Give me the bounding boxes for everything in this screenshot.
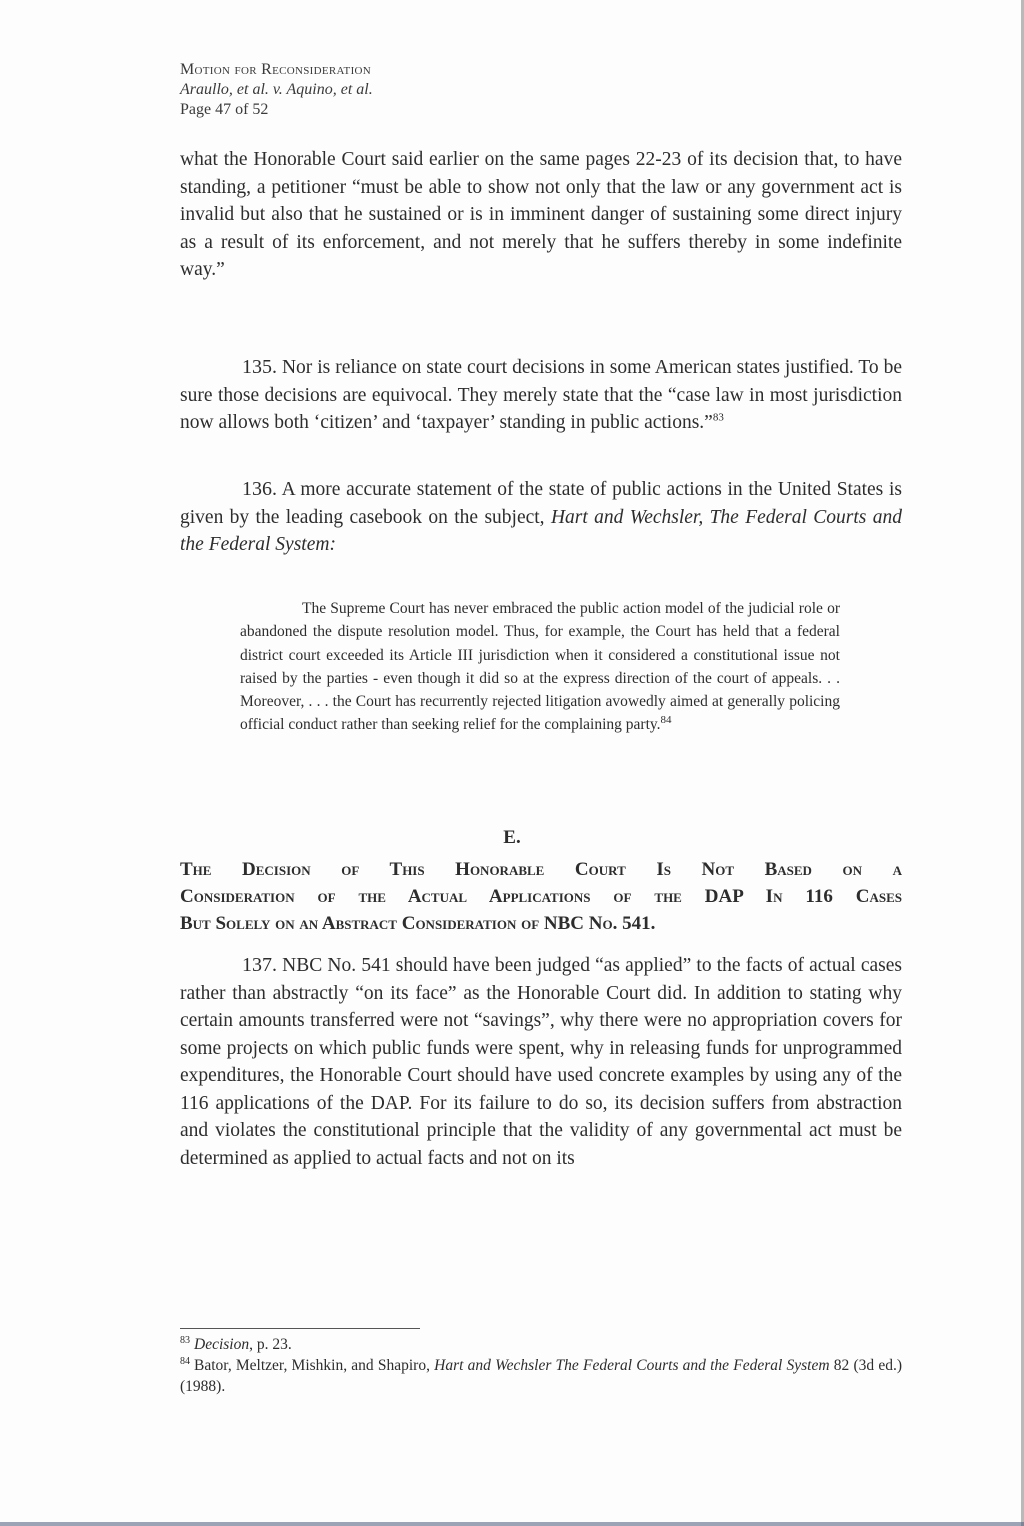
paragraph-text: what the Honorable Court said earlier on the same pages 22-23 of its decision that, to have standing, a petitioner “must be able to show not only that the law or any government act is invalid but also that he sustained or is in imminent danger of sustaining some direct injury as a result of its enforcement, and not merely that he suffers thereby in some indefinite way.” [180,149,902,280]
footnote-separator [180,1328,420,1329]
footnote-83 [180,1334,902,1355]
footnote-mark: 83 [180,1334,190,1346]
paragraph-continued [180,146,902,284]
header-title: Motion for Reconsideration [180,61,372,78]
footnote-ref-83[interactable]: 83 [712,411,724,424]
paragraph-number: 137. [242,954,277,976]
paragraph-135 [180,354,902,437]
footnote-ref-84[interactable]: 84 [660,714,672,727]
paragraph-number: 135. [242,356,277,378]
section-heading-line: But Solely on an Abstract Consideration of NBC No. 541. [180,913,656,934]
footnote-text: 82 (3d ed.) (1988). [180,1357,903,1395]
block-quote [240,597,840,737]
section-heading-line: The Decision of This Honorable Court Is Not Based on a [180,859,902,880]
footnote-84 [180,1355,902,1397]
footnote-mark: 84 [180,1355,190,1367]
block-quote-text: The Supreme Court has never embraced the public action model of the judicial role or abandoned the dispute resolution model. Thus, for example, the Court has held that a federal district court exceeded its Article III jurisdiction when it considered a constitutional issue not raised by the parties - even though it did so at the express direction of the court of appeals. . . Moreover, . . . the Court has recurrently rejected litigation avowedly aimed at generally policing official conduct rather than seeking relief for the complaining party. [240,600,840,734]
header-page-label: Page 47 of 52 [180,101,269,118]
paragraph-text: Nor is reliance on state court decisions in some American states justified. To be sure those decisions are equivocal. They merely state that the “case law in most jurisdiction now allows both ‘citizen’ and ‘taxpayer’ standing in public actions.” [180,357,902,433]
paragraph-137 [180,952,902,1172]
footnote-text: , p. 23. [249,1336,292,1353]
paragraph-136 [180,476,902,559]
header-case-name: Araullo, et al. v. Aquino, et al. [180,81,373,98]
section-heading [180,856,902,937]
casebook-title: Hart and Wechsler, The Federal Courts and the Federal System: [180,506,903,555]
paragraph-text: A more accurate statement of the state of public actions in the United States is given by the leading casebook on the subject, [180,479,902,528]
paragraph-number: 136. [242,478,277,500]
scan-edge [0,1522,1024,1526]
paragraph-text: NBC No. 541 should have been judged “as applied” to the facts of actual cases rather than abstractly “on its face” as the Honorable Court did. In addition to stating why certain amounts transferred were not “savings”, why there were no appropriation covers for some projects on which public funds were spent, why in releasing funds for unprogrammed expenditures, the Honorable Court should have used concrete examples by using any of the 116 applications of the DAP. For its failure to do so, its decision suffers from abstraction and violates the constitutional principle that the validity of any governmental act must be determined as applied to actual facts and not on its [180,955,902,1169]
footnote-text: Bator, Meltzer, Mishkin, and Shapiro, [194,1357,430,1374]
running-header [180,60,373,120]
footnote-italic: Hart and Wechsler The Federal Courts and the Federal System [434,1357,830,1374]
section-heading-line: Consideration of the Actual Applications of the DAP In 116 Cases [180,886,902,907]
footnote-italic: Decision [194,1336,250,1353]
footnotes [180,1334,902,1397]
section-letter: E. [503,827,521,848]
